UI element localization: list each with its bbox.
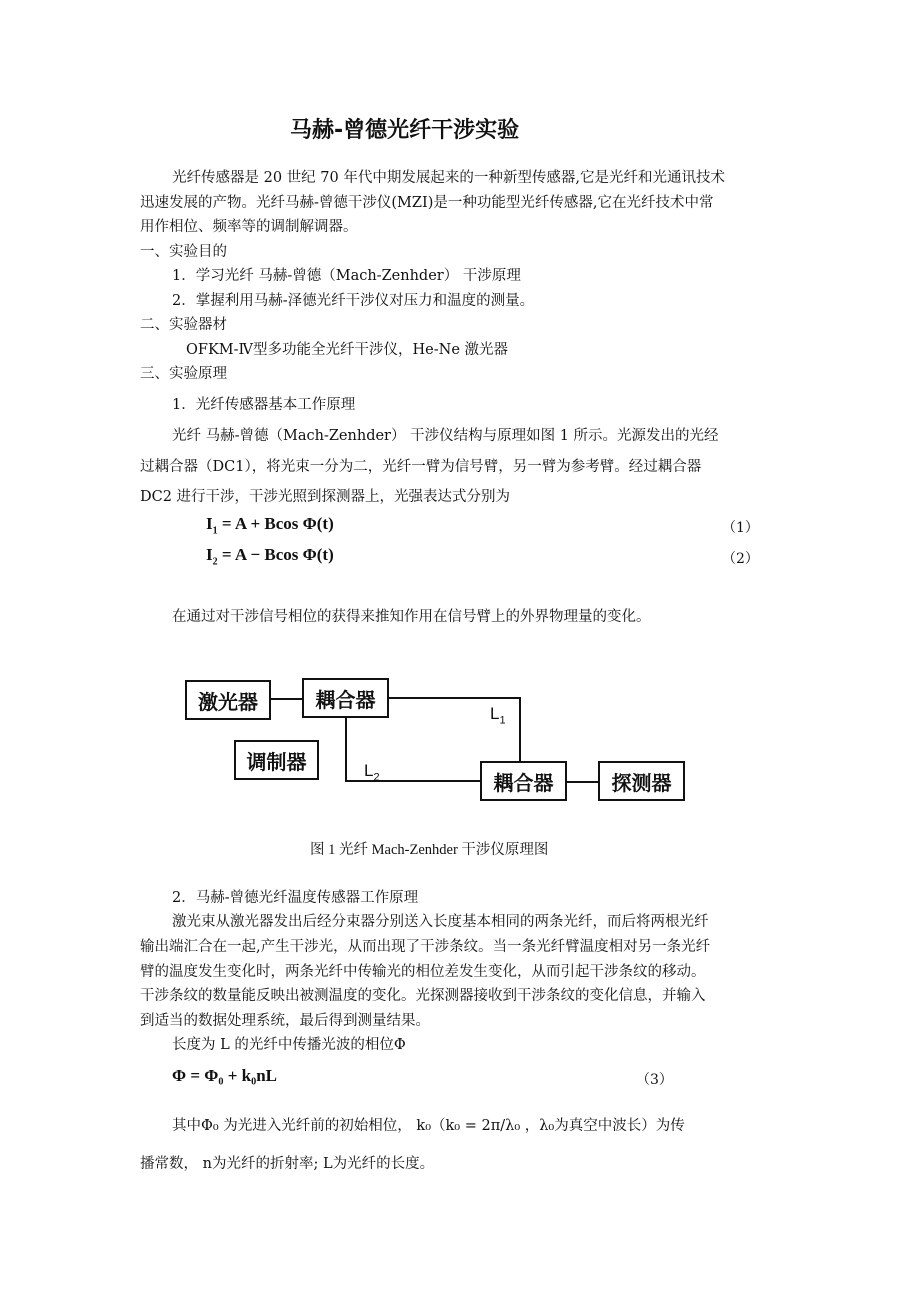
figure-caption: 图 1 光纤 Mach-Zenhder 干涉仪原理图 xyxy=(310,842,549,858)
subsection-1-line-1: 光纤 马赫-曾德（Mach-Zenhder） 干涉仪结构与原理如图 1 所示。光源发出的光经 xyxy=(172,428,719,444)
laser-block: 激光器 xyxy=(185,680,271,720)
line-l1-vertical xyxy=(519,697,521,761)
detector-block: 探测器 xyxy=(598,761,685,801)
subsection-2-line-2: 输出端汇合在一起,产生干涉光，从而出现了干涉条纹。当一条光纤臂温度相对另一条光纤 xyxy=(140,939,711,955)
equipment-item-1: OFKM-Ⅳ型多功能全光纤干涉仪，He-Ne 激光器 xyxy=(186,342,509,358)
equation-3-number: （3） xyxy=(636,1072,673,1088)
line-laser-coupler1 xyxy=(271,698,302,700)
intro-line-3: 用作相位、频率等的调制解调器。 xyxy=(140,219,358,235)
phase-line: 长度为 L 的光纤中传播光波的相位Φ xyxy=(172,1037,406,1053)
subsection-2-line-4: 干涉条纹的数量能反映出被测温度的变化。光探测器接收到干涉条纹的变化信息，并输入 xyxy=(140,988,706,1004)
subsection-2-line-1: 激光束从激光器发出后经分束器分别送入长度基本相同的两条光纤，而后将两根光纤 xyxy=(172,914,709,930)
subsection-1-title: 1．光纤传感器基本工作原理 xyxy=(172,397,356,413)
subsection-1-line-2: 过耦合器（DC1），将光束一分为二，光纤一臂为信号臂，另一臂为参考臂。经过耦合器 xyxy=(140,459,702,475)
subsection-1-line-3: DC2 进行干涉，干涉光照到探测器上，光强表达式分别为 xyxy=(140,489,511,505)
modulator-block: 调制器 xyxy=(234,740,319,780)
equation-3: Φ = Φ₀ + k₀nL xyxy=(172,1066,278,1085)
equation-2-number: （2） xyxy=(722,551,759,567)
purpose-item-2: 2．掌握利用马赫-泽德光纤干涉仪对压力和温度的测量。 xyxy=(172,293,535,309)
coupler-1-block: 耦合器 xyxy=(302,678,389,718)
page-title: 马赫-曾德光纤干涉实验 xyxy=(290,118,520,143)
section-heading-equipment: 二、实验器材 xyxy=(140,317,227,333)
line-l1-horizontal xyxy=(389,697,521,699)
where-line-1: 其中Φ₀ 为光进入光纤前的初始相位， k₀（k₀ = 2π/λ₀ ，λ₀为真空中波长）为传 xyxy=(172,1118,685,1134)
purpose-item-1: 1．学习光纤 马赫-曾德（Mach-Zenhder） 干涉原理 xyxy=(172,268,521,284)
section-heading-purpose: 一、实验目的 xyxy=(140,244,227,260)
equation-2: $I_2 = A - Bcos$ Φ(t) xyxy=(206,545,334,568)
subsection-2-title: 2．马赫-曾德光纤温度传感器工作原理 xyxy=(172,890,419,906)
intro-line-2: 迅速发展的产物。光纤马赫-曾德干涉仪(MZI)是一种功能型光纤传感器,它在光纤技术中常 xyxy=(140,195,714,211)
where-line-2: 播常数， n为光纤的折射率; L为光纤的长度。 xyxy=(140,1156,435,1172)
line-coupler2-detector xyxy=(567,781,598,783)
equation-1: $I_1 = A + Bcos$ Φ(t) xyxy=(206,514,334,537)
subsection-2-line-3: 臂的温度发生变化时，两条光纤中传输光的相位差发生变化，从而引起干涉条纹的移动。 xyxy=(140,964,706,980)
after-equation-text: 在通过对干涉信号相位的获得来推知作用在信号臂上的外界物理量的变化。 xyxy=(172,609,651,625)
equation-1-number: （1） xyxy=(722,520,759,536)
line-coupler1-down xyxy=(345,718,347,780)
subsection-2-line-5: 到适当的数据处理系统，最后得到测量结果。 xyxy=(140,1013,430,1029)
label-l2: $L_2$ xyxy=(364,761,380,784)
intro-line-1: 光纤传感器是 20 世纪 70 年代中期发展起来的一种新型传感器,它是光纤和光通讯技术 xyxy=(172,170,725,186)
label-l1: $L_1$ xyxy=(490,704,506,727)
section-heading-principle: 三、实验原理 xyxy=(140,366,227,382)
coupler-2-block: 耦合器 xyxy=(480,761,567,801)
